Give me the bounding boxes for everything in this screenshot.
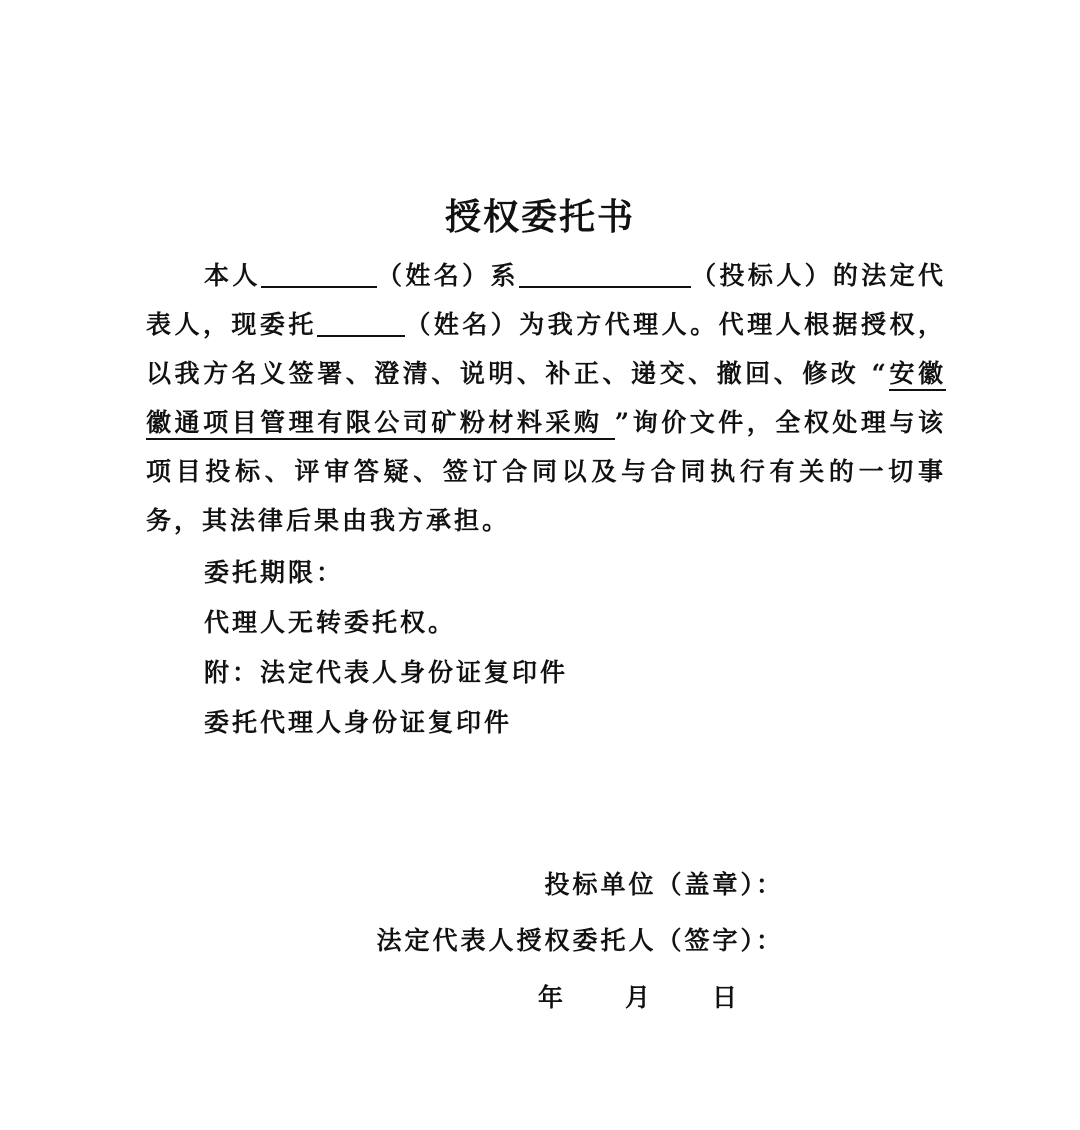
project-name: 安徽徽通项目管理有限公司矿粉材料采购 [146,359,946,440]
attachment-legal-rep-id: 附：法定代表人身份证复印件 [204,658,569,687]
paragraph-text-3: （投标人）的法定代表人，现委托 [146,261,946,339]
date-day-label: 日 [712,983,738,1012]
agent-name-blank[interactable] [317,309,405,337]
signature-date [538,973,737,1022]
bidder-name-blank[interactable] [519,260,691,288]
delegation-term-label: 委托期限： [204,558,345,587]
paragraph-text-5: ”询价文件，全权处理与该项目投标、评审答疑、签订合同以及与合同执行有关的一切事务，其法律后果由我方承担。 [146,408,946,535]
principal-name-blank[interactable] [261,260,377,288]
date-month-label: 月 [625,983,651,1012]
document-title: 授权委托书 [444,196,635,238]
date-year-label: 年 [538,983,564,1012]
paragraph-text-2: （姓名）系 [376,261,519,290]
bidder-seal-label: 投标单位（盖章）： [544,870,784,899]
authorized-signature-label: 法定代表人授权委托人（签字）： [376,926,784,955]
paragraph-text-1: 本人 [204,261,261,290]
paragraph-text-4: （姓名）为我方代理人。代理人根据授权，以我方名义签署、澄清、说明、补正、递交、撤回、修改 “ [146,310,946,388]
attachment-agent-id: 委托代理人身份证复印件 [204,708,513,737]
no-sub-delegation-text: 代理人无转委托权。 [204,608,457,637]
authorization-paragraph [146,251,946,545]
